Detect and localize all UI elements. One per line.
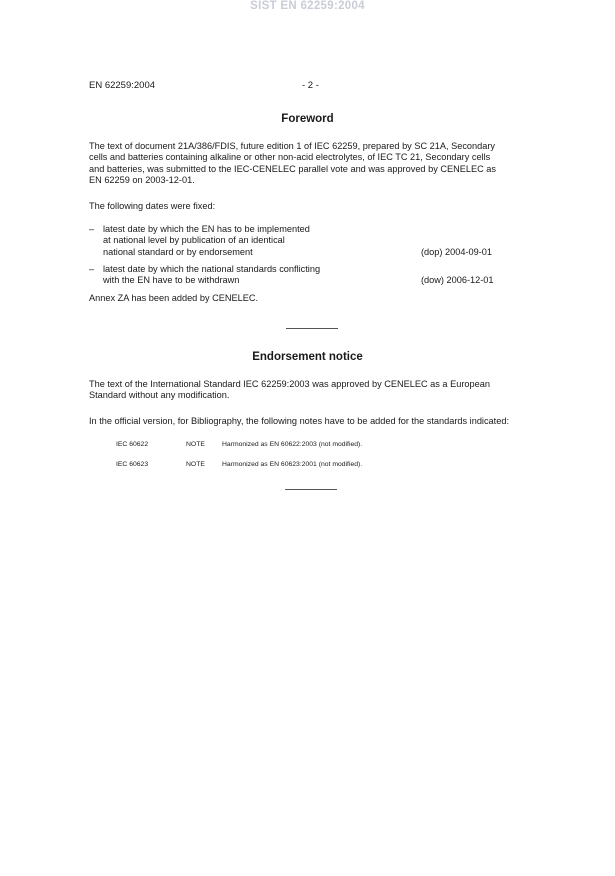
document-id: EN 62259:2004	[89, 80, 156, 91]
paragraph-line: EN 62259 on 2003-12-01.	[89, 174, 195, 185]
item-line: national standard or by endorsement	[103, 246, 253, 257]
paragraph-line: The text of the International Standard IEC 62259:2003 was approved by CENELEC as a European	[89, 379, 490, 389]
date-dop-value: (dop) 2004-09-01	[421, 247, 492, 257]
page-number: - 2 -	[302, 80, 319, 91]
paragraph-line: Standard without any modification.	[89, 390, 230, 401]
foreword-heading: Foreword	[281, 113, 334, 125]
paragraph-line: and batteries, was submitted to the IEC-CENELEC parallel vote and was approved by CENELEC as	[89, 163, 497, 174]
annex-note: Annex ZA has been added by CENELEC.	[89, 293, 259, 303]
endorsement-heading: Endorsement notice	[252, 351, 363, 363]
note-text: Harmonized as EN 60622:2003 (not modified).	[222, 441, 363, 448]
section-divider	[286, 328, 338, 329]
item-line: latest date by which the national standards conflicting	[103, 264, 321, 274]
watermark-text: SIST EN 62259:2004	[250, 0, 365, 12]
bullet-dash: –	[89, 264, 95, 274]
dates-intro: The following dates were fixed:	[89, 201, 216, 211]
item-line: latest date by which the EN has to be implemented	[103, 224, 310, 234]
note-label: NOTE	[186, 461, 205, 468]
bullet-dash: –	[89, 224, 95, 234]
endorsement-paragraph	[89, 379, 534, 402]
note-standard: IEC 60622	[116, 441, 149, 448]
bibliography-intro: In the official version, for Bibliography, the following notes have to be added for the standards indicated:	[89, 416, 509, 426]
item-line: at national level by publication of an identical	[103, 235, 285, 246]
paragraph-line: cells and batteries containing alkaline or other non-acid electrolytes, of IEC TC 21, Secondary cells	[89, 152, 491, 163]
date-dow-value: (dow) 2006-12-01	[421, 275, 494, 285]
paragraph-line: The text of document 21A/386/FDIS, future edition 1 of IEC 62259, prepared by SC 21A, Secondary	[89, 141, 496, 151]
foreword-intro-paragraph	[89, 141, 534, 186]
note-standard: IEC 60623	[116, 461, 149, 468]
section-divider	[285, 489, 337, 490]
date-item-dow-description	[103, 264, 333, 287]
item-line: with the EN have to be withdrawn	[103, 275, 240, 286]
note-text: Harmonized as EN 60623:2001 (not modified).	[222, 461, 363, 468]
date-item-dop-description	[103, 224, 333, 258]
note-label: NOTE	[186, 441, 205, 448]
